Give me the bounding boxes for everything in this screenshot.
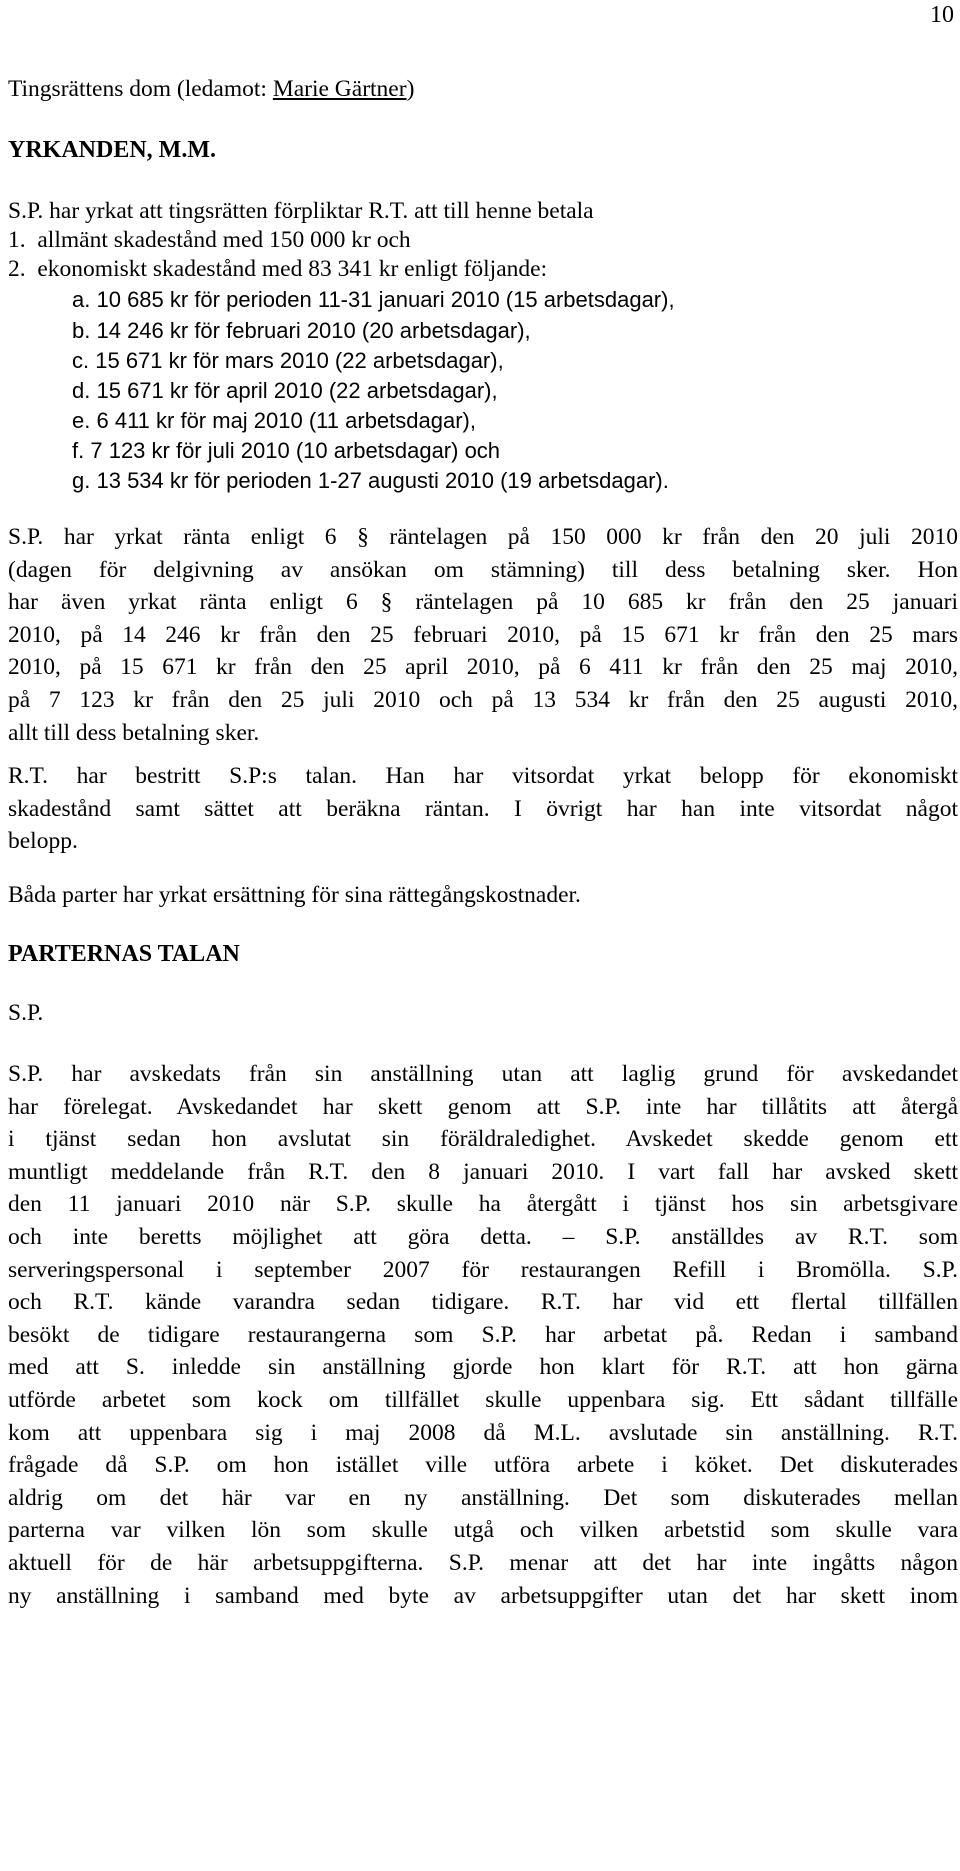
paragraph-line: belopp. [8, 828, 78, 855]
costs-paragraph: Båda parter har yrkat ersättning för sina rättegångskostnader. [8, 882, 581, 908]
sub-claim-text: 14 246 kr för februari 2010 (20 arbetsdagar), [96, 318, 531, 343]
paragraph-line: på 7 123 kr från den 25 juli 2010 och på 13 534 kr från den 25 augusti 2010, [8, 686, 958, 713]
claim-intro: S.P. har yrkat att tingsrätten förpliktar R.T. att till henne betala [8, 198, 594, 224]
paragraph-line: aldrig om det här var en ny anställning. Det som diskuterades mellan [8, 1484, 958, 1511]
sub-claim-b [72, 316, 531, 346]
court-line-prefix: Tingsrättens dom (ledamot: [8, 76, 273, 102]
heading-parternas-talan: PARTERNAS TALAN [8, 941, 240, 967]
sp-paragraph [8, 1058, 958, 1612]
sub-claim-text: 15 671 kr för april 2010 (22 arbetsdagar), [96, 378, 498, 403]
sub-claim-text: 15 671 kr för mars 2010 (22 arbetsdagar), [95, 348, 504, 373]
paragraph-line: S.P. har avskedats från sin anställning utan att laglig grund för avskedandet [8, 1061, 958, 1087]
paragraph-line: aktuell för de här arbetsuppgifterna. S.P. menar att det har inte ingåtts någon [8, 1549, 958, 1576]
sub-claim-text: 7 123 kr för juli 2010 (10 arbetsdagar) och [90, 438, 501, 463]
page-number: 10 [930, 2, 954, 28]
paragraph-line: har förelegat. Avskedandet har skett genom att S.P. inte har tillåtits att återgå [8, 1093, 958, 1120]
claim-item-1 [8, 225, 411, 255]
sub-claim-text: 6 411 kr för maj 2010 (11 arbetsdagar), [96, 408, 476, 433]
sub-claim-text: 10 685 kr för perioden 11-31 januari 2010 (15 arbetsdagar), [96, 287, 675, 312]
paragraph-line: skadestånd samt sättet att beräkna räntan. I övrigt har han inte vitsordat något [8, 795, 958, 822]
sub-claim-text: 13 534 kr för perioden 1-27 augusti 2010 (19 arbetsdagar). [96, 468, 669, 493]
paragraph-line: utförde arbetet som kock om tillfället skulle uppenbara sig. Ett sådant tillfälle [8, 1386, 958, 1413]
interest-paragraph [8, 521, 958, 749]
paragraph-line: muntligt meddelande från R.T. den 8 januari 2010. I vart fall har avsked skett [8, 1158, 958, 1185]
paragraph-line: 2010, på 15 671 kr från den 25 april 2010, på 6 411 kr från den 25 maj 2010, [8, 654, 958, 681]
paragraph-line: har även yrkat ränta enligt 6 § räntelagen på 10 685 kr från den 25 januari [8, 589, 958, 616]
paragraph-line: allt till dess betalning sker. [8, 719, 260, 746]
claim-text: allmänt skadestånd med 150 000 kr och [37, 227, 411, 253]
claim-item-2 [8, 254, 547, 284]
paragraph-line: med att S. inledde sin anställning gjorde hon klart för R.T. att hon gärna [8, 1354, 958, 1381]
paragraph-line: besökt de tidigare restaurangerna som S.P. har arbetat på. Redan i samband [8, 1321, 958, 1348]
subheading-sp: S.P. [8, 1000, 44, 1026]
paragraph-line: serveringspersonal i september 2007 för restaurangen Refill i Bromölla. S.P. [8, 1256, 958, 1283]
judge-name: Marie Gärtner [272, 76, 407, 102]
paragraph-line: S.P. har yrkat ränta enligt 6 § räntelagen på 150 000 kr från den 20 juli 2010 [8, 524, 958, 550]
court-line [8, 74, 414, 104]
sub-claim-d [72, 376, 498, 406]
paragraph-line: och R.T. kände varandra sedan tidigare. R.T. har vid ett flertal tillfällen [8, 1289, 958, 1316]
sub-claim-c [72, 346, 504, 376]
sub-claim-marker: c. [72, 348, 90, 373]
sub-claim-marker: f. [72, 438, 85, 463]
rt-paragraph [8, 760, 958, 858]
paragraph-line: och inte beretts möjlighet att göra detta. – S.P. anställdes av R.T. som [8, 1223, 958, 1250]
paragraph-line: i tjänst sedan hon avslutat sin föräldraledighet. Avskedet skedde genom ett [8, 1126, 958, 1153]
claim-marker: 2. [8, 256, 26, 282]
heading-yrkanden: YRKANDEN, M.M. [8, 137, 216, 163]
paragraph-line: frågade då S.P. om hon istället ville utföra arbete i köket. Det diskuterades [8, 1452, 958, 1479]
sub-claim-e [72, 406, 476, 436]
paragraph-line: (dagen för delgivning av ansökan om stämning) till dess betalning sker. Hon [8, 556, 958, 583]
sub-claim-g [72, 466, 669, 496]
paragraph-line: 2010, på 14 246 kr från den 25 februari 2010, på 15 671 kr från den 25 mars [8, 621, 958, 648]
sub-claim-a [72, 285, 675, 315]
sub-claim-marker: g. [72, 468, 91, 493]
paragraph-line: ny anställning i samband med byte av arbetsuppgifter utan det har skett inom [8, 1582, 958, 1609]
claim-marker: 1. [8, 227, 26, 253]
paragraph-line: den 11 januari 2010 när S.P. skulle ha återgått i tjänst hos sin arbetsgivare [8, 1191, 958, 1218]
sub-claim-marker: a. [72, 287, 91, 312]
paragraph-line: R.T. har bestritt S.P:s talan. Han har vitsordat yrkat belopp för ekonomiskt [8, 763, 958, 789]
court-line-suffix: ) [406, 76, 415, 102]
claim-text: ekonomiskt skadestånd med 83 341 kr enligt följande: [37, 256, 548, 282]
sub-claim-marker: d. [72, 378, 91, 403]
paragraph-line: parterna var vilken lön som skulle utgå och vilken arbetstid som skulle vara [8, 1517, 958, 1544]
paragraph-line: kom att uppenbara sig i maj 2008 då M.L. avslutade sin anställning. R.T. [8, 1419, 958, 1446]
sub-claim-marker: b. [72, 318, 91, 343]
sub-claim-f [72, 436, 500, 466]
sub-claim-marker: e. [72, 408, 91, 433]
